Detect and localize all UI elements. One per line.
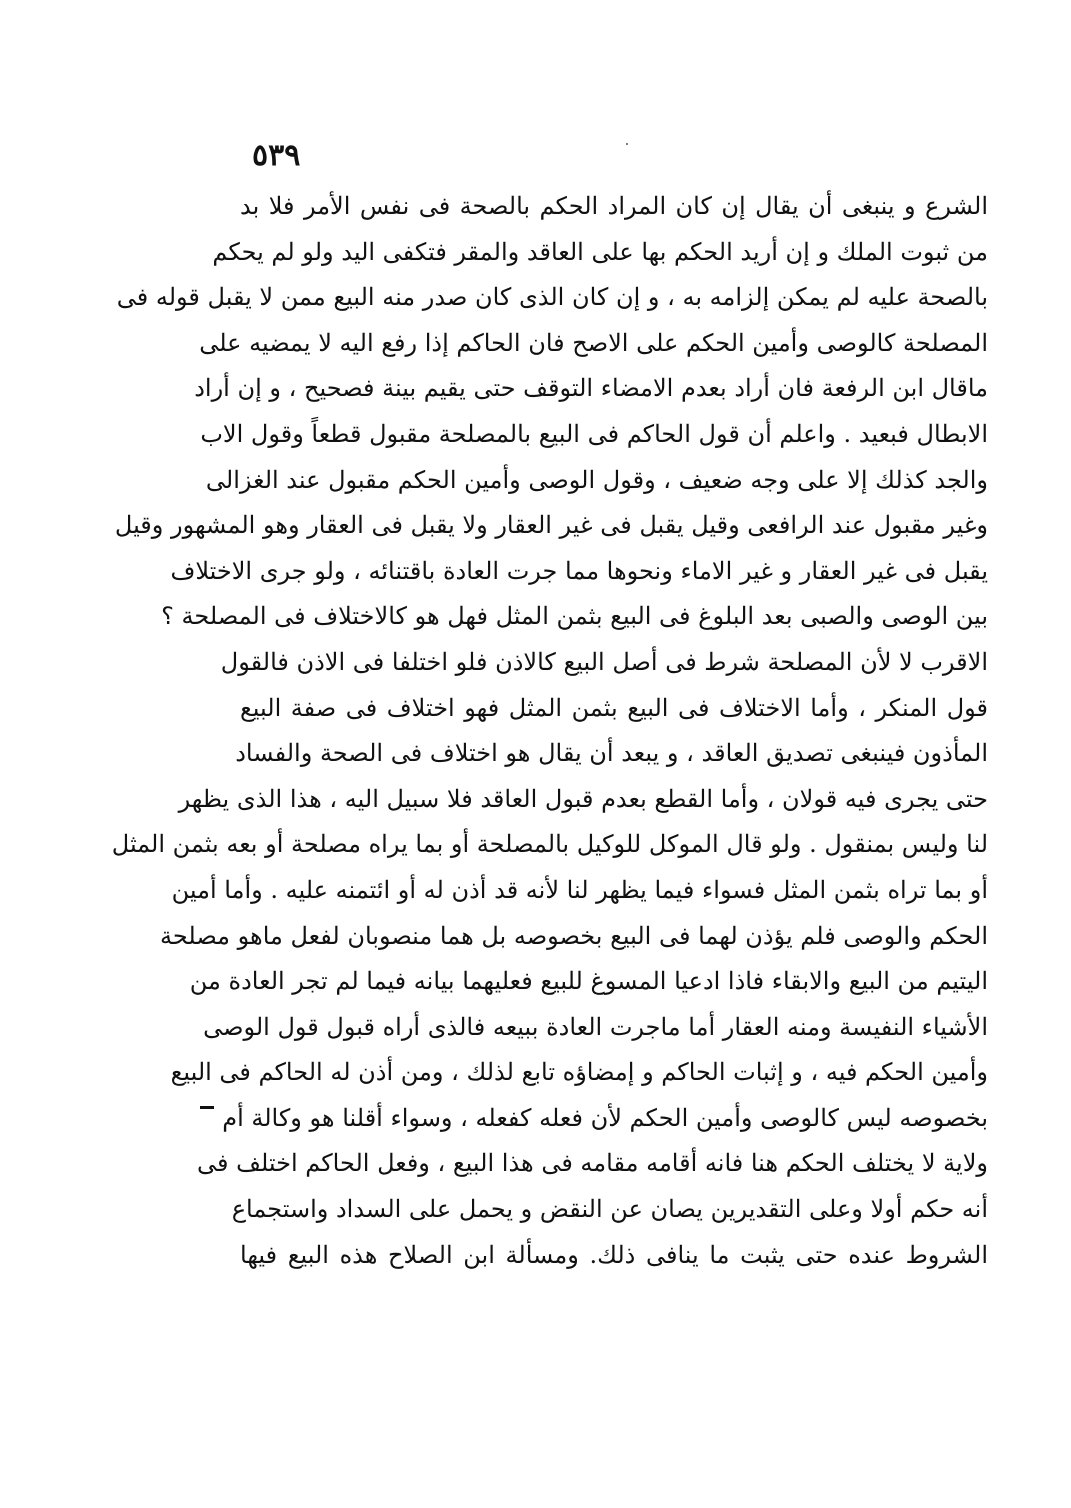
text-line: الشروط عنده حتى يثبت ما ينافى ذلك. ومسألة ابن الصلاح هذه البيع فيها	[240, 1240, 988, 1269]
text-line: يقبل فى غير العقار و غير الاماء ونحوها مما جرت العادة باقتنائه ، ولو جرى الاختلاف	[170, 556, 988, 585]
margin-mark	[200, 1106, 214, 1109]
text-line: لنا وليس بمنقول . ولو قال الموكل للوكيل بالمصلحة أو بما يراه مصلحة أو بعه بثمن المثل	[111, 830, 988, 859]
text-line: وغير مقبول عند الرافعى وقيل يقبل فى غير العقار ولا يقبل فى العقار وهو المشهور وقيل	[114, 511, 988, 540]
text-line: ولاية لا يختلف الحكم هنا فانه أقامه مقامه فى هذا البيع ، وفعل الحاكم اختلف فى	[197, 1149, 988, 1178]
text-line: الحكم والوصى فلم يؤذن لهما فى البيع بخصوصه بل هما منصوبان لفعل ماهو مصلحة	[160, 921, 988, 950]
text-line: قول المنكر ، وأما الاختلاف فى البيع بثمن المثل فهو اختلاف فى صفة البيع	[240, 693, 988, 722]
text-line: بالصحة عليه لم يمكن إلزامه به ، و إن كان الذى كان صدر منه البيع ممن لا يقبل قوله فى	[116, 283, 988, 312]
text-line: أنه حكم أولا وعلى التقديرين يصان عن النقض و يحمل على السداد واستجماع	[231, 1195, 988, 1224]
text-line: حتى يجرى فيه قولان ، وأما القطع بعدم قبول العاقد فلا سبيل اليه ، هذا الذى يظهر	[178, 784, 988, 813]
text-line: الابطال فبعيد . واعلم أن قول الحاكم فى البيع بالمصلحة مقبول قطعاً وقول الاب	[200, 419, 988, 448]
text-line: الشرع و ينبغى أن يقال إن كان المراد الحكم بالصحة فى نفس الأمر فلا بد	[240, 192, 988, 220]
text-line: ماقال ابن الرفعة فان أراد بعدم الامضاء التوقف حتى يقيم بينة فصحيح ، و إن أراد	[194, 374, 988, 403]
text-line: الأشياء النفيسة ومنه العقار أما ماجرت العادة ببيعه فالذى أراه قبول قول الوصى	[203, 1012, 988, 1041]
text-line: أو بما تراه بثمن المثل فسواء فيما يظهر لنا لأنه قد أذن له أو ائتمنه عليه . وأما أمين	[171, 875, 988, 904]
body-text	[111, 184, 988, 1278]
text-line: اليتيم من البيع والابقاء فاذا ادعيا المسوغ للبيع فعليهما بيانه فيما لم تجر العادة من	[189, 967, 988, 996]
text-line: من ثبوت الملك و إن أريد الحكم بها على العاقد والمقر فتكفى اليد ولو لم يحكم	[212, 237, 988, 266]
text-line: المصلحة كالوصى وأمين الحكم على الاصح فان الحاكم إذا رفع اليه لا يمضيه على	[199, 328, 988, 357]
text-line: وأمين الحكم فيه ، و إثبات الحاكم و إمضاؤه تابع لذلك ، ومن أذن له الحاكم فى البيع	[170, 1058, 988, 1087]
page-number: ٥٣٩	[252, 138, 301, 173]
text-line: بين الوصى والصبى بعد البلوغ فى البيع بثمن المثل فهل هو كالاختلاف فى المصلحة ؟	[161, 602, 988, 631]
text-line: بخصوصه ليس كالوصى وأمين الحكم لأن فعله كفعله ، وسواء أقلنا هو وكالة أم	[222, 1103, 988, 1132]
text-line: والجد كذلك إلا على وجه ضعيف ، وقول الوصى وأمين الحكم مقبول عند الغزالى	[205, 465, 988, 494]
text-line: المأذون فينبغى تصديق العاقد ، و يبعد أن يقال هو اختلاف فى الصحة والفساد	[235, 739, 988, 768]
text-line: الاقرب لا لأن المصلحة شرط فى أصل البيع كالاذن فلو اختلفا فى الاذن فالقول	[220, 647, 988, 676]
scan-speck	[626, 143, 628, 145]
